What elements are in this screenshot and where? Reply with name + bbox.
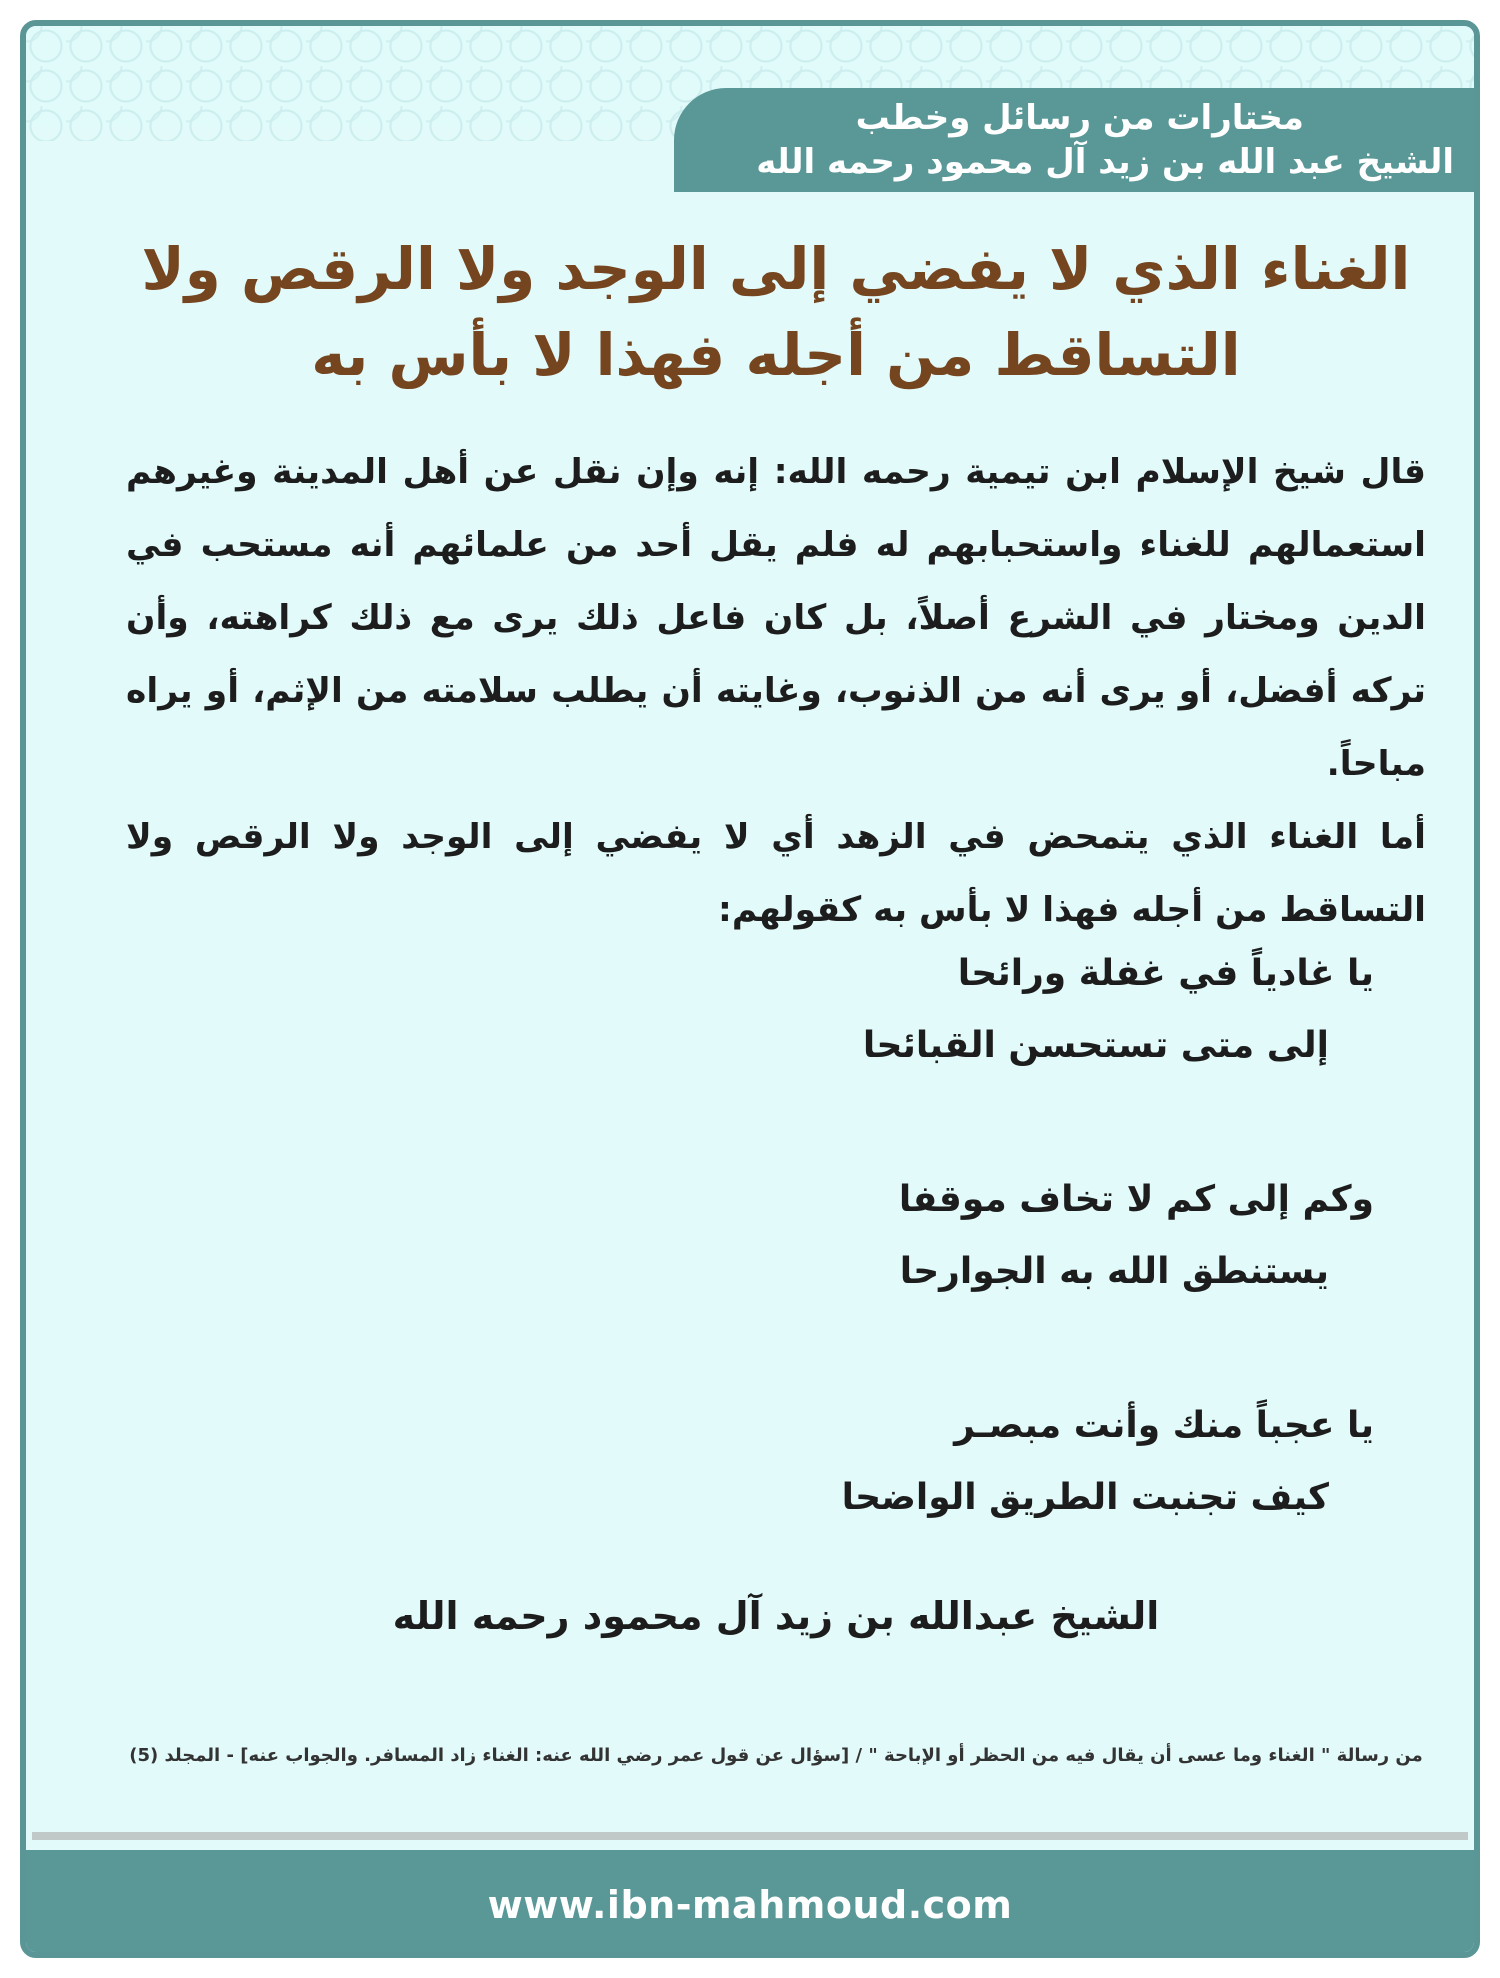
footer-band bbox=[26, 1850, 1474, 1958]
website-link[interactable]: www.ibn-mahmoud.com bbox=[487, 1883, 1013, 1927]
poem-verse-3-second: كيف تجنبت الطريق الواضحا bbox=[841, 1477, 1329, 1518]
article-title bbox=[126, 226, 1426, 398]
page-frame bbox=[20, 20, 1480, 1958]
poem bbox=[474, 938, 1374, 1534]
article-title-line-1: الغناء الذي لا يفضي إلى الوجد ولا الرقص ولا bbox=[141, 235, 1411, 303]
source-citation: من رسالة " الغناء وما عسى أن يقال فيه من الحظر أو الإباحة " / [سؤال عن قول عمر رضي الله عنه: الغناء زاد المسافر. والجواب عنه] - المجلد (5) bbox=[129, 1745, 1423, 1766]
article-title-line-2: التساقط من أجله فهذا لا بأس به bbox=[311, 321, 1241, 389]
signature: الشيخ عبدالله بن زيد آل محمود رحمه الله bbox=[392, 1594, 1160, 1638]
body-paragraph-2: أما الغناء الذي يتمحض في الزهد أي لا يفضي إلى الوجد ولا الرقص ولا التساقط من أجله فهذا لا بأس به كقولهم: bbox=[126, 817, 1426, 930]
header-series-title: مختارات من رسائل وخطب bbox=[855, 98, 1304, 138]
poem-verse-2-second: يستنطق الله به الجوارحا bbox=[899, 1251, 1329, 1292]
poem-verse-1-first: يا غادياً في غفلة ورائحا bbox=[957, 953, 1374, 994]
poem-verse-3-first: يا عجباً منك وأنت مبصـر bbox=[954, 1405, 1374, 1446]
footer-divider bbox=[32, 1832, 1468, 1840]
header-author: الشيخ عبد الله بن زيد آل محمود رحمه الله bbox=[756, 142, 1454, 182]
poem-verse-1-second: إلى متى تستحسن القبائحا bbox=[862, 1025, 1329, 1066]
header-band bbox=[674, 88, 1474, 192]
body-paragraph-1: قال شيخ الإسلام ابن تيمية رحمه الله: إنه وإن نقل عن أهل المدينة وغيرهم استعمالهم للغناء واستحبابهم له فلم يقل أحد من علمائهم أنه مستحب في الدين ومختار في الشرع أصلاً، بل كان فاعل ذلك يرى مع ذلك كراهته، وأن تركه أفضل، أو يرى أنه من الذنوب، وغايته أن يطلب سلامته من الإثم، أو يراه مباحاً. bbox=[126, 452, 1426, 784]
poem-verse-2-first: وكم إلى كم لا تخاف موقفا bbox=[898, 1179, 1374, 1220]
article-body bbox=[126, 436, 1426, 947]
